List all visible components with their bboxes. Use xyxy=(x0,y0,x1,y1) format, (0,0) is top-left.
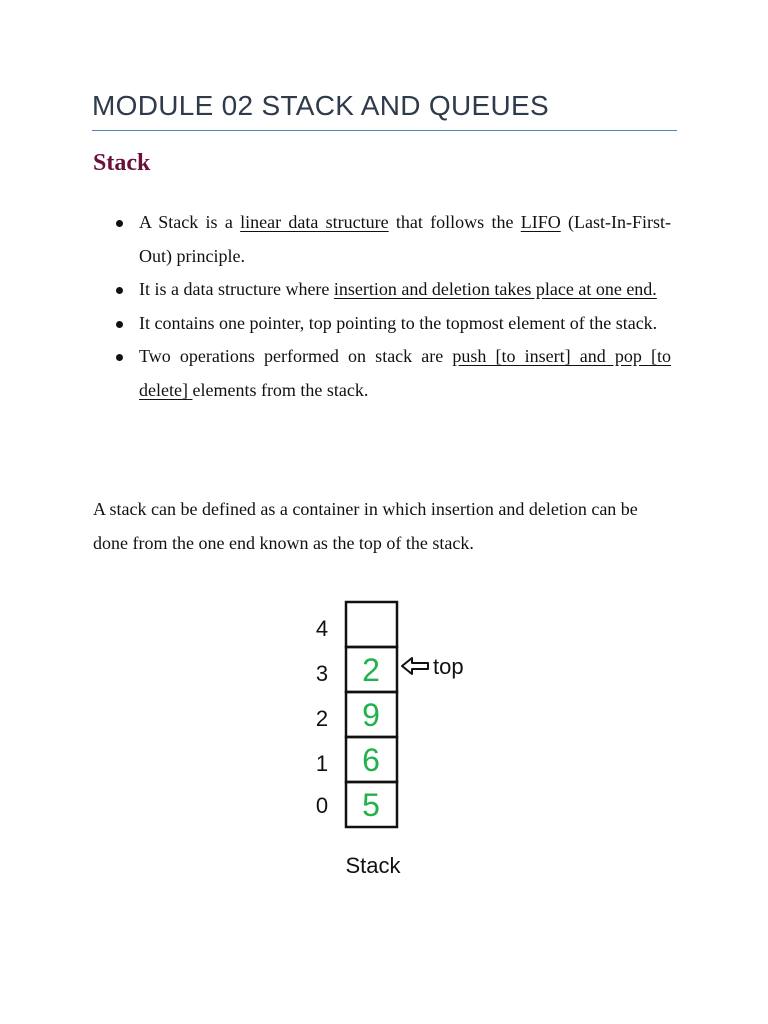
stack-value: 5 xyxy=(362,787,380,823)
bullet-item xyxy=(93,340,671,407)
bullet-list xyxy=(93,206,671,407)
title-divider xyxy=(92,130,677,131)
stack-value: 9 xyxy=(362,697,380,733)
bullet-text: It contains one pointer, top pointing to the topmost element of the stack. xyxy=(139,312,658,333)
stack-cell xyxy=(346,602,397,647)
page-title: MODULE 02 STACK AND QUEUES xyxy=(92,90,549,121)
stack-index: 1 xyxy=(315,751,329,776)
bullet-item xyxy=(93,273,671,307)
bullet-text-underlined: linear data structure xyxy=(240,212,389,232)
bullet-text: A Stack is a xyxy=(139,212,241,232)
bullet-item xyxy=(93,307,671,341)
bullet-item xyxy=(93,206,671,273)
stack-index: 4 xyxy=(315,616,329,641)
bullet-text-underlined: push [to insert] and pop [to delete] xyxy=(139,346,672,400)
bullet-text: It is a data structure where xyxy=(139,279,334,299)
stack-index: 3 xyxy=(315,661,329,686)
stack-index: 2 xyxy=(315,706,329,731)
bullet-text-underlined: insertion and deletion takes place at one end. xyxy=(333,279,657,299)
bullet-text: that follows the xyxy=(388,212,521,232)
top-pointer-label: top xyxy=(433,654,464,679)
stack-value: 2 xyxy=(362,652,380,688)
bullet-text: elements from the stack. xyxy=(192,379,369,400)
stack-index: 0 xyxy=(315,793,329,818)
stack-diagram xyxy=(300,595,500,895)
bullet-text-underlined: LIFO xyxy=(520,212,561,232)
left-arrow-icon xyxy=(402,658,428,674)
stack-value: 6 xyxy=(362,742,380,778)
section-heading: Stack xyxy=(93,150,151,176)
bullet-text: Two operations performed on stack are xyxy=(139,346,453,366)
diagram-caption: Stack xyxy=(345,853,401,878)
definition-paragraph: A stack can be defined as a container in which insertion and deletion can be done from the one end known as the top of the stack. xyxy=(93,499,638,553)
bullet-text: (Last-In-First-Out) principle. xyxy=(139,212,671,266)
